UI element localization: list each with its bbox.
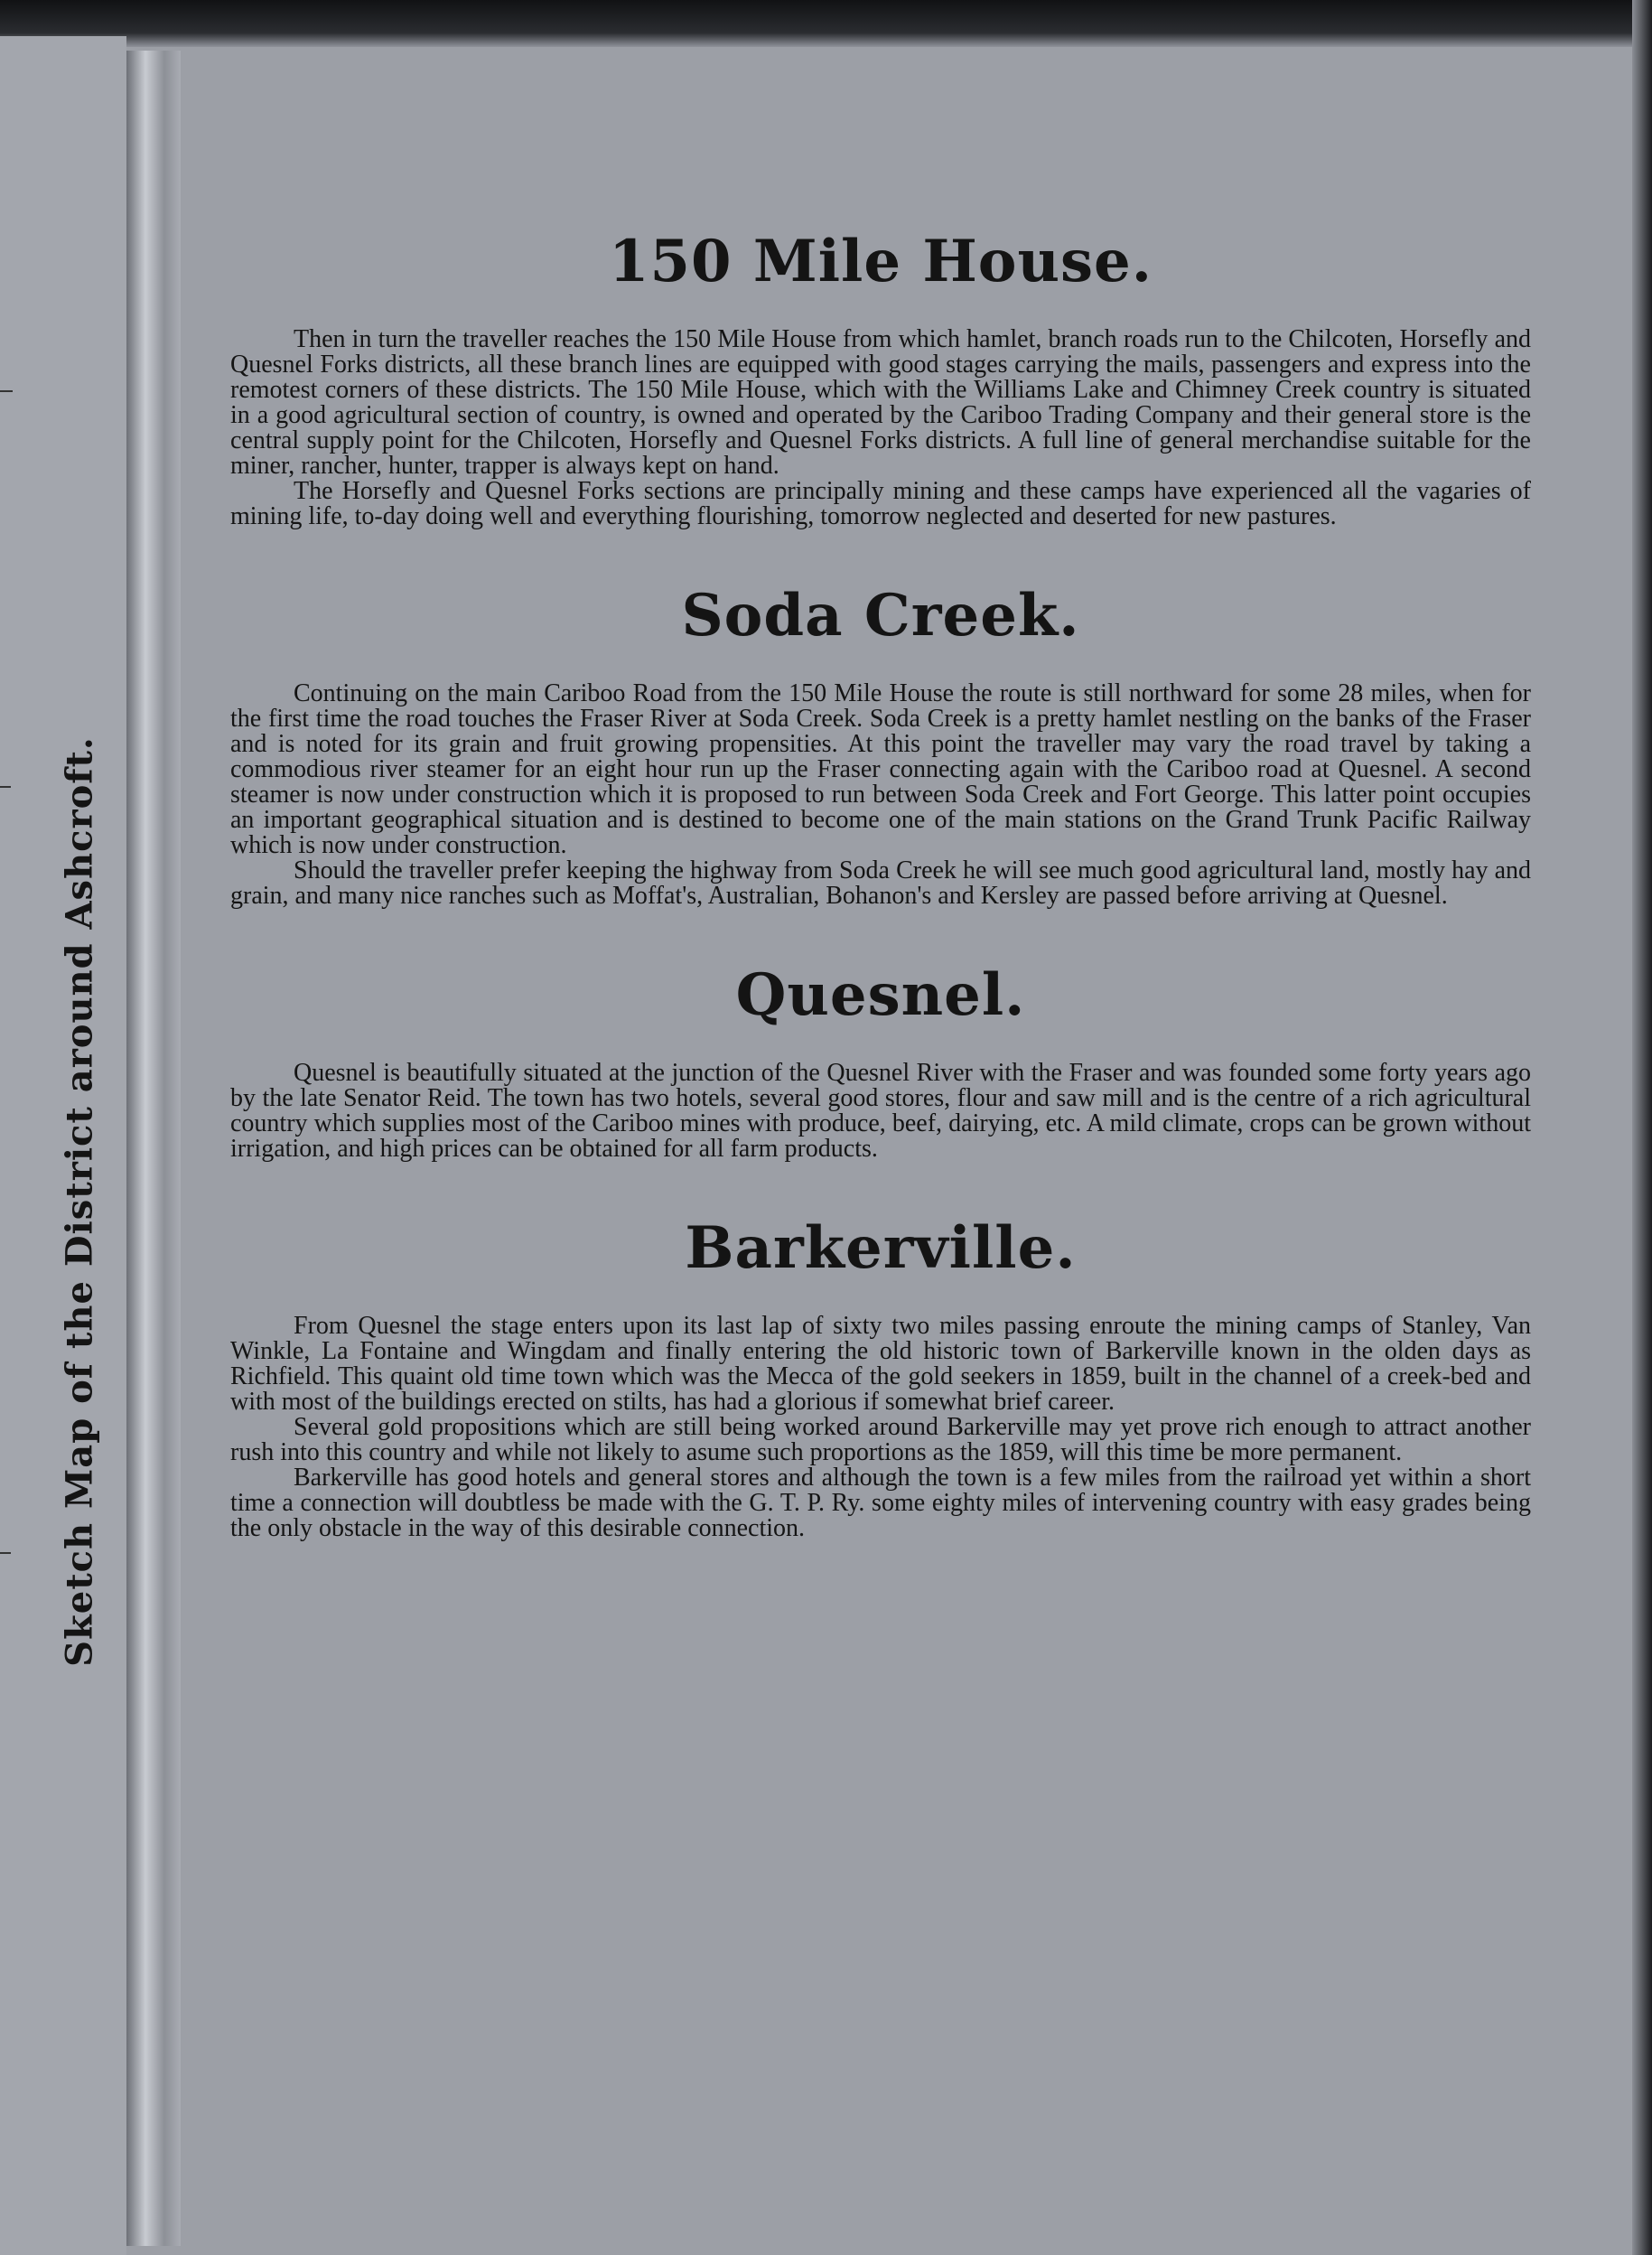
fold-mark (0, 786, 11, 788)
paragraph: Continuing on the main Cariboo Road from the 150 Mile House the route is still northward for some 28 miles, when for the first time the road touches the Fraser River at Soda Creek. Soda Creek is a pretty hamlet nestling on the banks of the Fraser and is noted for its grain and fruit growing propensities. At this point the traveller may vary the road travel by taking a commodious river steamer for an eight hour run up the Fraser connecting again with the Cariboo road at Quesnel. A second steamer is now under construction which it is proposed to run between Soda Creek and Fort George. This latter point occupies an important geographical situation and is destined to become one of the main stations on the Grand Trunk Pacific Railway which is now under construction. (230, 679, 1531, 859)
section-150-mile-house (230, 226, 1531, 529)
side-title: Sketch Map of the District around Ashcroft. (58, 736, 101, 1667)
paragraph: From Quesnel the stage enters upon its last lap of sixty two miles passing enroute the mining camps of Stanley, Van Winkle, La Fontaine and Wingdam and finally entering the old historic town of Barkerville known in the olden days as Richfield. This quaint old time town which was the Mecca of the gold seekers in 1859, built in the channel of a creek-bed and with most of the buildings erected on stilts, has had a glorious if somewhat brief career. (230, 1312, 1531, 1416)
paragraph: Barkerville has good hotels and general stores and although the town is a few miles from the railroad yet within a short time a connection will doubtless be made with the G. T. P. Ry. some eighty miles of intervening country with easy grades being the only obstacle in the way of this desirable connection. (230, 1464, 1531, 1542)
section-barkerville (230, 1212, 1531, 1541)
section-heading: Quesnel. (735, 961, 1026, 1029)
section-heading: Soda Creek. (681, 582, 1080, 650)
fold-mark (0, 1552, 11, 1554)
paragraph: Should the traveller prefer keeping the highway from Soda Creek he will see much good agricultural land, mostly hay and grain, and many nice ranches such as Moffat's, Australian, Bohanon's and Kersley are passed before arriving at Quesnel. (230, 856, 1531, 910)
scan-right-edge (1632, 0, 1652, 2255)
section-quesnel (230, 959, 1531, 1162)
fold-mark (0, 390, 13, 392)
paragraph: The Horsefly and Quesnel Forks sections are principally mining and these camps have experienced all the vagaries of mining life, to-day doing well and everything flourishing, tomorrow neglected and deserted for new pastures. (230, 477, 1531, 530)
scan-top-edge (0, 0, 1652, 47)
paragraph: Several gold propositions which are still being worked around Barkerville may yet prove rich enough to attract another rush into this country and while not likely to asume such proportions as the 1859, will this time be more permanent. (230, 1413, 1531, 1466)
book-spine (126, 51, 181, 2246)
section-heading: Barkerville. (685, 1214, 1077, 1282)
paragraph: Then in turn the traveller reaches the 150 Mile House from which hamlet, branch roads run to the Chilcoten, Horsefly and Quesnel Forks districts, all these branch lines are equipped with good stages carrying the mails, passengers and express into the remotest corners of these districts. The 150 Mile House, which with the Williams Lake and Chimney Creek country is situated in a good agricultural section of country, is owned and operated by the Cariboo Trading Company and their general store is the central supply point for the Chilcoten, Horsefly and Quesnel Forks districts. A full line of general merchandise suitable for the miner, rancher, hunter, trapper is always kept on hand. (230, 325, 1531, 480)
section-heading: 150 Mile House. (608, 228, 1153, 295)
foldout-map-panel (0, 36, 126, 2255)
section-soda-creek (230, 580, 1531, 909)
paragraph: Quesnel is beautifully situated at the junction of the Quesnel River with the Fraser and was founded some forty years ago by the late Senator Reid. The town has two hotels, several good stores, flour and saw mill and is the centre of a rich agricultural country which supplies most of the Cariboo mines with produce, beef, dairying, etc. A mild climate, crops can be grown without irrigation, and high prices can be obtained for all farm products. (230, 1059, 1531, 1163)
page-content (230, 226, 1531, 1541)
